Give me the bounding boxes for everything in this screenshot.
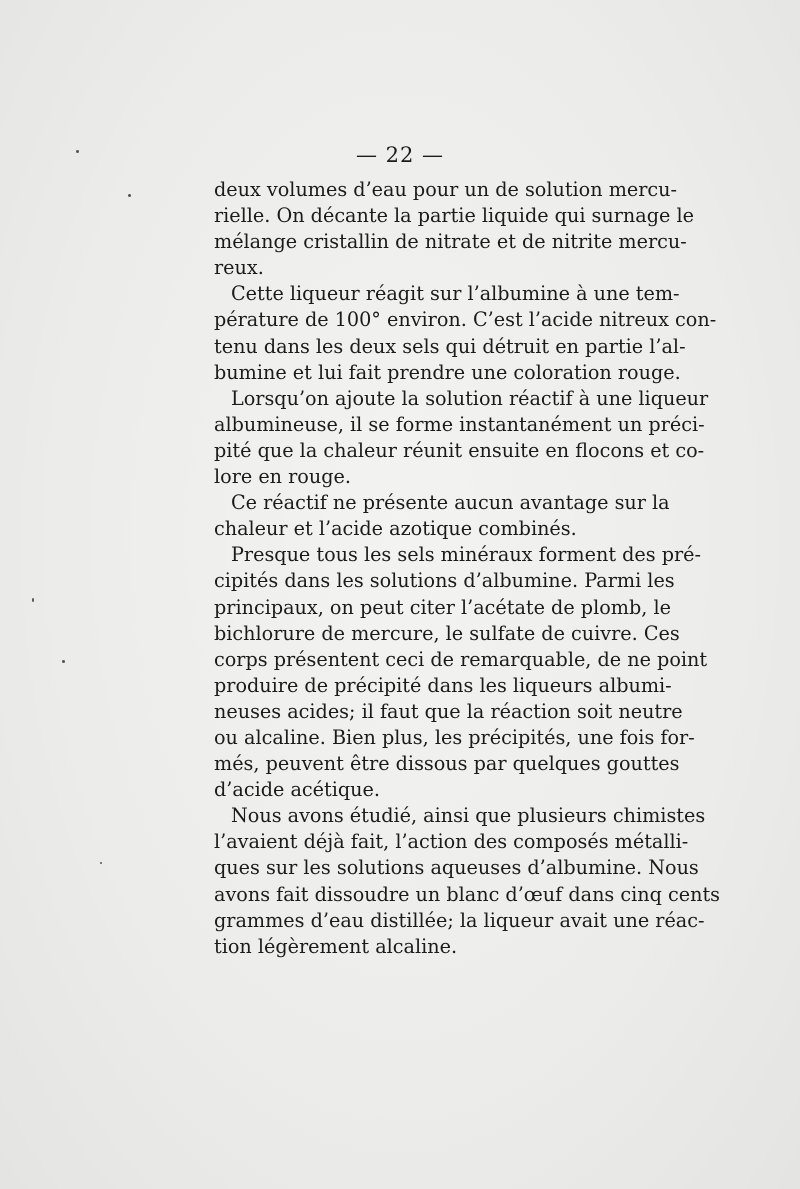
- text-line: ou alcaline. Bien plus, les précipités, une fois for-: [214, 725, 695, 749]
- body-text: [214, 177, 721, 960]
- text-line: Nous avons étudié, ainsi que plusieurs chimistes: [231, 804, 706, 828]
- page-number: — 22 —: [355, 143, 445, 167]
- text-line: bichlorure de mercure, le sulfate de cuivre. Ces: [214, 621, 680, 645]
- text-line: neuses acides; il faut que la réaction soit neutre: [214, 699, 683, 723]
- paper-speck: [32, 598, 34, 602]
- text-line: cipités dans les solutions d’albumine. Parmi les: [214, 569, 675, 593]
- text-line: més, peuvent être dissous par quelques gouttes: [214, 752, 680, 776]
- text-line: lore en rouge.: [214, 465, 351, 489]
- paper-speck: [76, 150, 79, 153]
- text-line: tion légèrement alcaline.: [214, 934, 458, 958]
- paper-speck: [128, 194, 131, 197]
- text-line: reux.: [214, 256, 264, 280]
- text-line: rielle. On décante la partie liquide qui surnage le: [214, 204, 694, 228]
- paragraph-6: [214, 803, 721, 960]
- paragraph-5: [214, 542, 708, 803]
- text-line: ques sur les solutions aqueuses d’albumine. Nous: [214, 856, 699, 880]
- text-line: deux volumes d’eau pour un de solution mercu-: [214, 178, 678, 201]
- text-line: pérature de 100° environ. C’est l’acide nitreux con-: [214, 308, 717, 332]
- text-line: Presque tous les sels minéraux forment des pré-: [231, 543, 702, 567]
- paper-speck: [62, 660, 65, 663]
- text-line: corps présentent ceci de remarquable, de ne point: [214, 647, 708, 671]
- text-line: l’avaient déjà fait, l’action des composés métalli-: [214, 830, 689, 854]
- paragraph-1: [214, 177, 694, 281]
- text-line: tenu dans les deux sels qui détruit en partie l’al-: [214, 334, 686, 358]
- paragraph-4: [214, 490, 668, 542]
- text-line: avons fait dissoudre un blanc d’œuf dans cinq cents: [214, 882, 721, 906]
- text-line: chaleur et l’acide azotique combinés.: [214, 517, 577, 541]
- text-line: produire de précipité dans les liqueurs albumi-: [214, 673, 672, 697]
- text-line: grammes d’eau distillée; la liqueur avait une réac-: [214, 908, 705, 932]
- paper-speck: [100, 862, 102, 864]
- text-line: d’acide acétique.: [214, 778, 380, 802]
- paragraph-2: [214, 281, 717, 385]
- text-line: mélange cristallin de nitrate et de nitrite mercu-: [214, 230, 687, 254]
- text-line: Cette liqueur réagit sur l’albumine à une tem-: [231, 282, 680, 306]
- text-line: Ce réactif ne présente aucun avantage sur la: [231, 491, 670, 515]
- text-line: albumineuse, il se forme instantanément un préci-: [214, 412, 705, 436]
- text-line: bumine et lui fait prendre une coloration rouge.: [214, 360, 681, 384]
- text-line: Lorsqu’on ajoute la solution réactif à une liqueur: [231, 386, 709, 410]
- text-line: principaux, on peut citer l’acétate de plomb, le: [214, 595, 671, 619]
- paragraph-3: [214, 386, 709, 490]
- text-line: pité que la chaleur réunit ensuite en flocons et co-: [214, 438, 705, 462]
